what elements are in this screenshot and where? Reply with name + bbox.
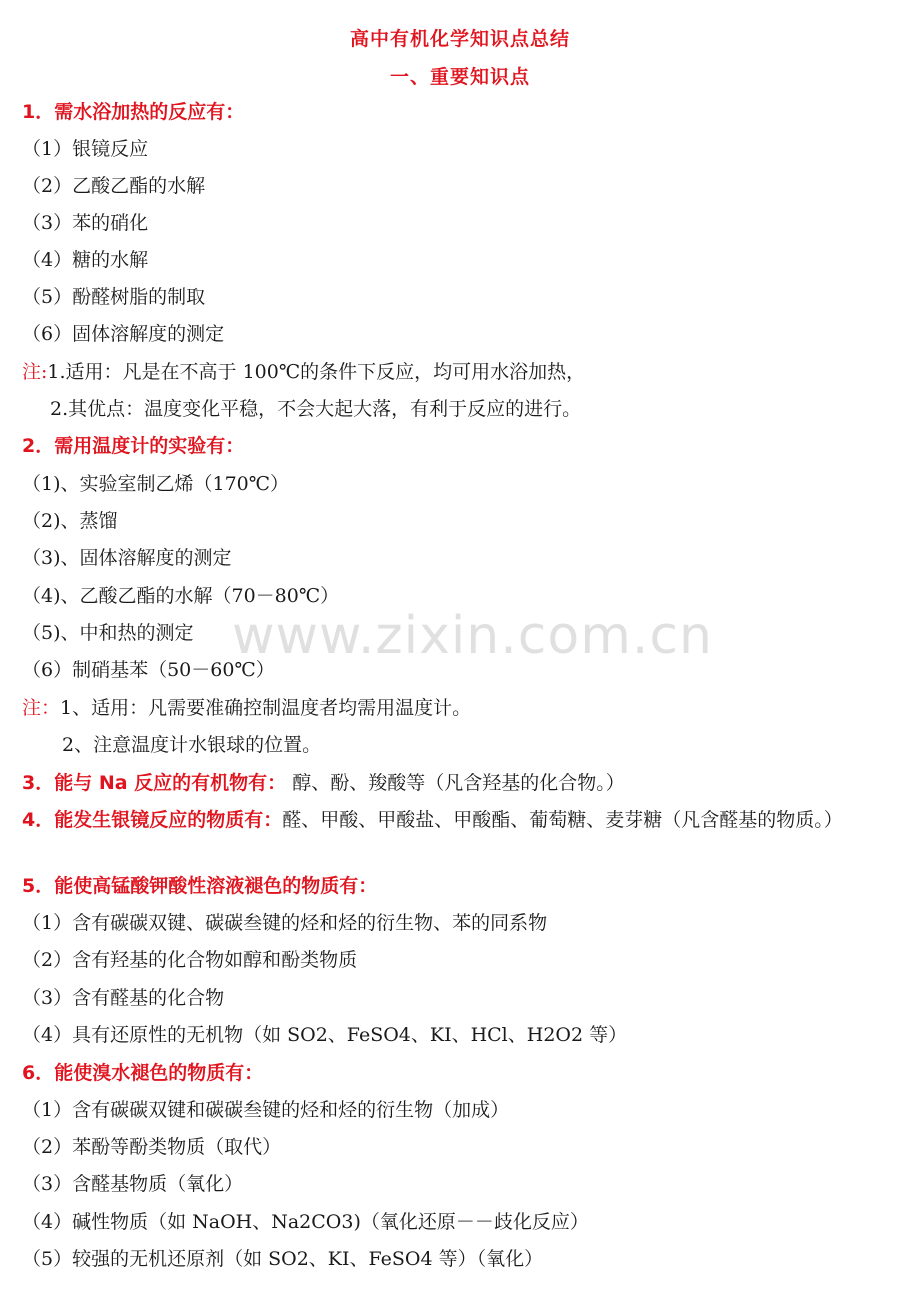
- list-item: （5）酚醛树脂的制取: [22, 286, 206, 308]
- note-text: 1、适用：凡需要准确控制温度者均需用温度计。: [60, 697, 472, 719]
- note-label: 注：: [22, 697, 61, 719]
- section1-note: [22, 359, 902, 385]
- list-item: （3）含醛基物质（氧化）: [22, 1173, 244, 1195]
- list-item: （2）乙酸乙酯的水解: [22, 175, 206, 197]
- section2-heading: 2．需用温度计的实验有：: [22, 435, 245, 457]
- list-item: （1）含有碳碳双键和碳碳叁键的烃和烃的衍生物（加成）: [22, 1099, 510, 1121]
- list-item: （5）较强的无机还原剂（如 SO2、KI、FeSO4 等）（氧化）: [22, 1248, 544, 1270]
- list-item: （4）糖的水解: [22, 249, 149, 271]
- list-item: （1)、实验室制乙烯（170℃）: [22, 473, 290, 495]
- list-item: （3）苯的硝化: [22, 212, 149, 234]
- list-item: （2）含有羟基的化合物如醇和酚类物质: [22, 949, 358, 971]
- watermark: www.zixin.com.cn: [232, 606, 713, 666]
- list-item: （4)、乙酸乙酯的水解（70－80℃）: [22, 585, 340, 607]
- list-item: （5)、中和热的测定: [22, 622, 194, 644]
- list-item: （4）具有还原性的无机物（如 SO2、FeSO4、KI、HCl、H2O2 等）: [22, 1024, 628, 1046]
- section-title: 一、重要知识点: [389, 66, 530, 88]
- section1-note2: 2.其优点：温度变化平稳，不会大起大落，有利于反应的进行。: [50, 398, 582, 420]
- list-item: （6）固体溶解度的测定: [22, 323, 225, 345]
- list-item: （1）银镜反应: [22, 138, 149, 160]
- section4-line: [22, 806, 902, 834]
- section3-heading: 3．能与 Na 反应的有机物有：: [22, 772, 287, 794]
- list-item: （1）含有碳碳双键、碳碳叁键的烃和烃的衍生物、苯的同系物: [22, 912, 548, 934]
- list-item: （3）含有醛基的化合物: [22, 987, 225, 1009]
- section4-text: 醛、甲酸、甲酸盐、甲酸酯、葡萄糖、麦芽糖（凡含醛基的物质。）: [282, 809, 843, 831]
- section6-heading: 6．能使溴水褪色的物质有：: [22, 1062, 264, 1084]
- note-label: 注:: [22, 361, 48, 383]
- list-item: （2)、蒸馏: [22, 510, 118, 532]
- note-text: 1.适用：凡是在不高于 100℃的条件下反应，均可用水浴加热，: [47, 361, 586, 383]
- section1-heading: 1．需水浴加热的反应有：: [22, 101, 245, 123]
- section2-note: [22, 695, 902, 721]
- list-item: （2）苯酚等酚类物质（取代）: [22, 1136, 282, 1158]
- section3-text: 醇、酚、羧酸等（凡含羟基的化合物。）: [286, 772, 625, 794]
- document-title: 高中有机化学知识点总结: [349, 28, 570, 50]
- section4-heading: 4．能发生银镜反应的物质有：: [22, 809, 283, 831]
- list-item: （3)、固体溶解度的测定: [22, 547, 232, 569]
- list-item: （6）制硝基苯（50－60℃）: [22, 659, 275, 681]
- section2-note2: 2、注意温度计水银球的位置。: [62, 734, 322, 756]
- section3-line: [22, 770, 902, 796]
- list-item: （4）碱性物质（如 NaOH、Na2CO3)（氧化还原－－歧化反应）: [22, 1211, 589, 1233]
- section5-heading: 5．能使高锰酸钾酸性溶液褪色的物质有：: [22, 875, 378, 897]
